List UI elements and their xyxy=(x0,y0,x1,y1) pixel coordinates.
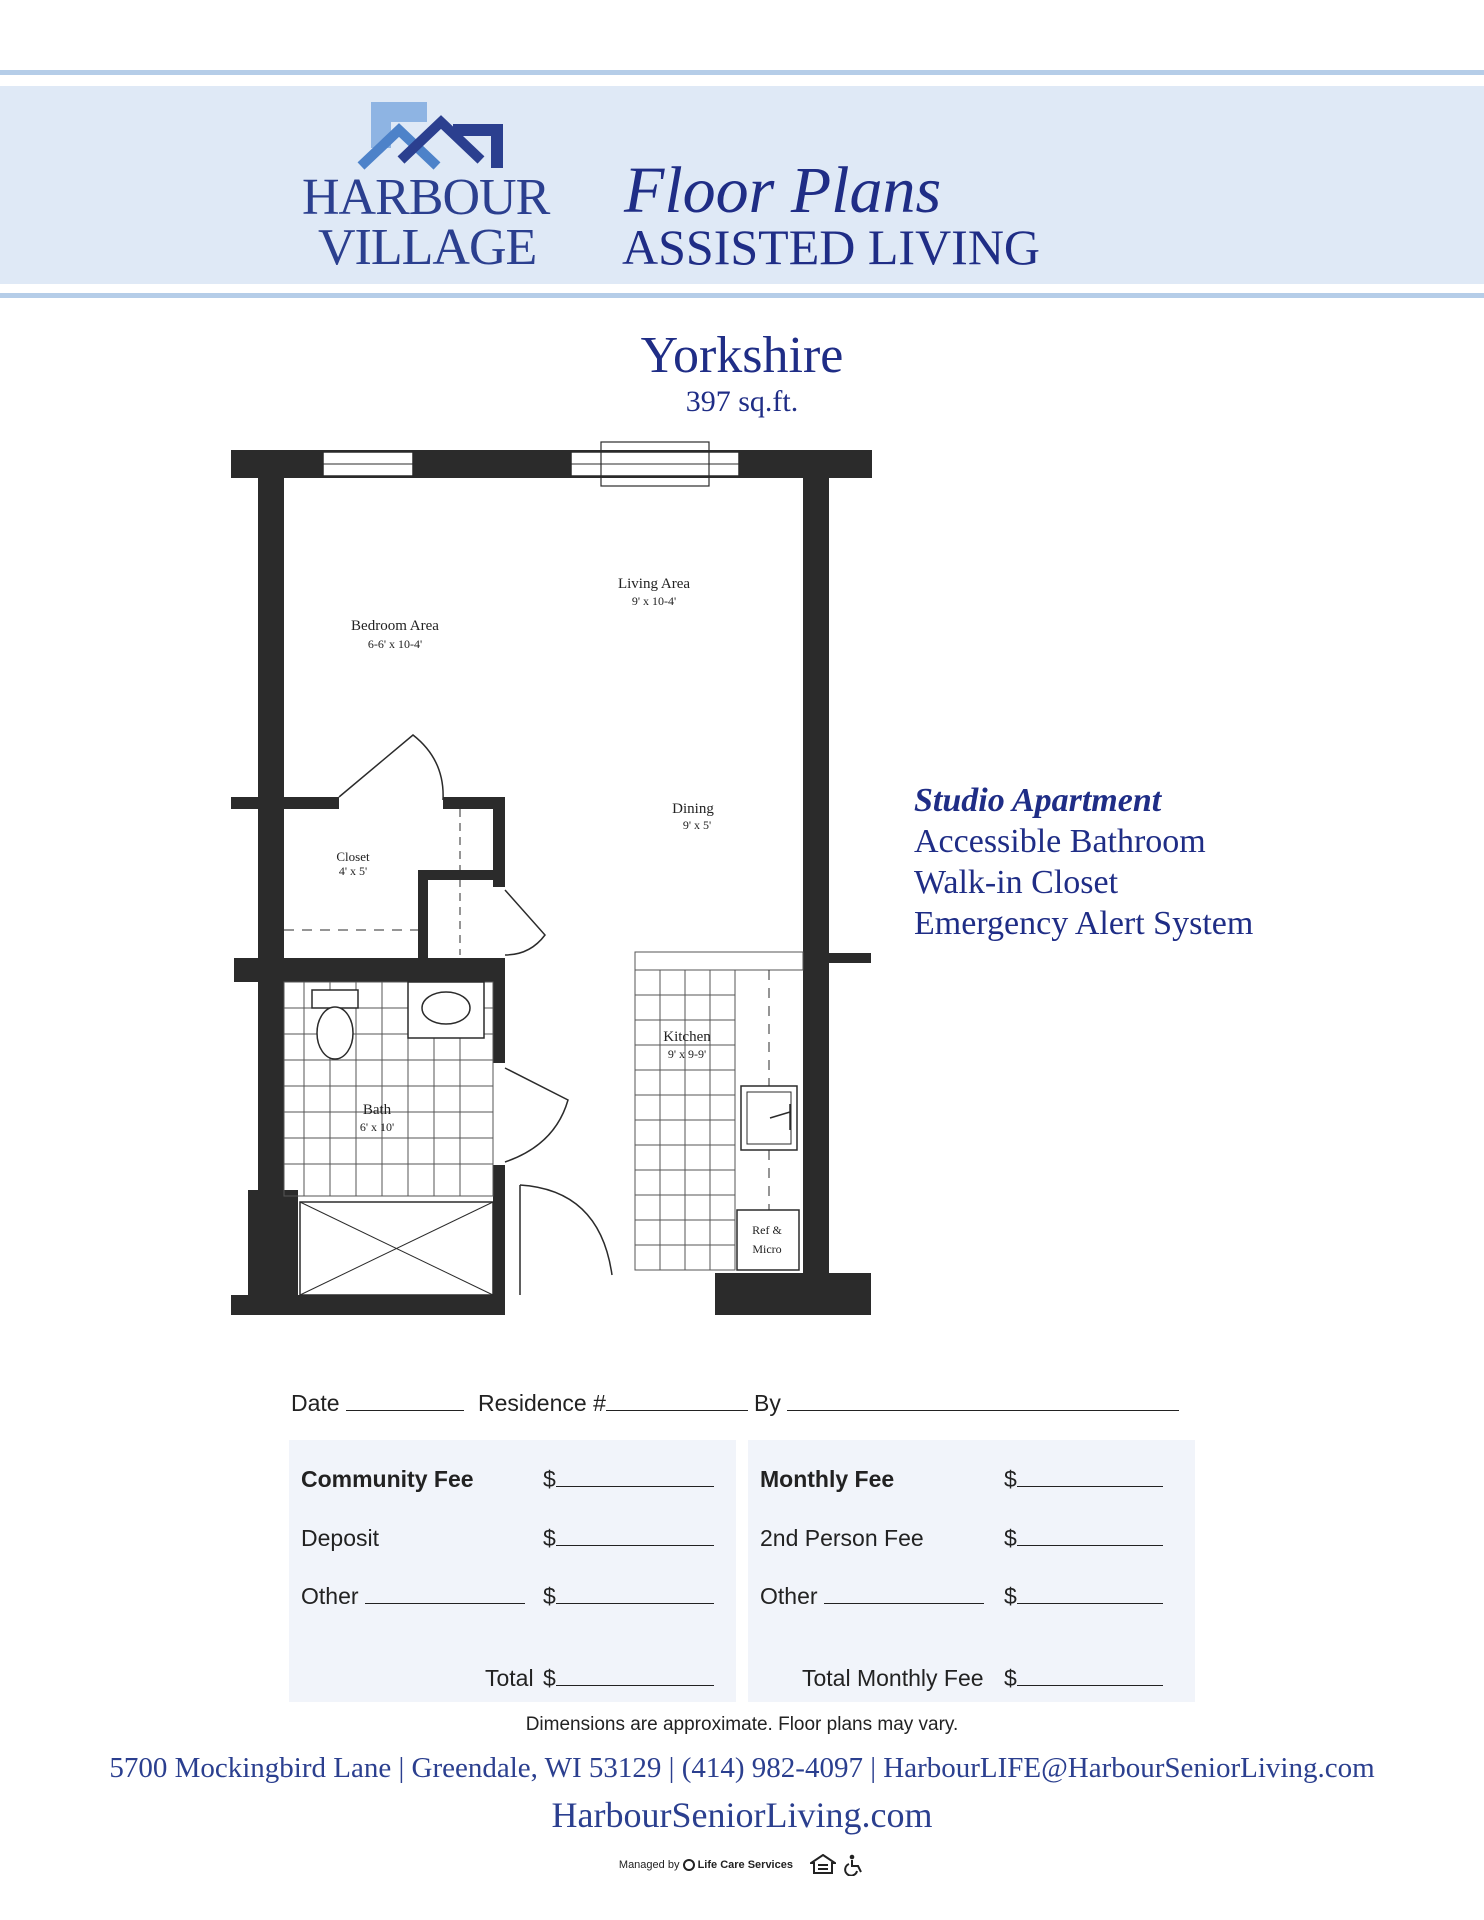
community-fee-label: Community Fee xyxy=(301,1466,474,1492)
second-person-fee-field[interactable]: $ xyxy=(1004,1525,1163,1552)
header-bottom-rule xyxy=(0,293,1484,298)
other-monthly-amount-field[interactable]: $ xyxy=(1004,1583,1163,1610)
feature-list xyxy=(914,780,1253,944)
residence-label: Residence # xyxy=(478,1390,606,1416)
room-dims-kitchen: 9' x 9-9' xyxy=(667,1047,707,1061)
wall-bottom-right xyxy=(715,1273,871,1315)
other-fee-amount-field[interactable]: $ xyxy=(543,1583,714,1610)
other-monthly-fee-label: Other xyxy=(760,1583,818,1609)
accessibility-icon xyxy=(843,1854,865,1876)
room-label-kitchen: Kitchen xyxy=(663,1029,711,1045)
total-label: Total xyxy=(485,1665,534,1691)
feature-item: Walk-in Closet xyxy=(914,864,1119,901)
wall-left xyxy=(258,450,284,1310)
logo-name-line1: HARBOUR xyxy=(302,169,550,226)
deposit-field[interactable]: $ xyxy=(543,1525,714,1552)
by-field[interactable] xyxy=(754,1390,1179,1417)
date-label: Date xyxy=(291,1390,340,1416)
room-label-bedroom: Bedroom Area xyxy=(351,618,439,634)
room-dims-living: 9' x 10-4' xyxy=(631,594,677,608)
contact-address[interactable]: 5700 Mockingbird Lane | Greendale, WI 53129 | (414) 982-4097 | HarbourLIFE@HarbourSeniorLiving.com xyxy=(109,1752,1375,1784)
room-dims-bath: 6' x 10' xyxy=(359,1120,395,1134)
other-fee-label: Other xyxy=(301,1583,359,1609)
manager-name: Life Care Services xyxy=(697,1859,793,1871)
monthly-fee-box xyxy=(748,1440,1195,1702)
by-label: By xyxy=(754,1390,781,1416)
residence-field[interactable] xyxy=(478,1390,748,1417)
disclaimer: Dimensions are approximate. Floor plans may vary. xyxy=(525,1714,959,1735)
residence-blank[interactable] xyxy=(606,1390,748,1411)
total-monthly-fee-label: Total Monthly Fee xyxy=(802,1665,984,1691)
unit-name: Yorkshire xyxy=(640,327,844,384)
managed-by-line xyxy=(0,1854,1484,1876)
room-dims-dining: 9' x 5' xyxy=(682,818,712,832)
total-monthly-fee-field[interactable]: $ xyxy=(1004,1665,1163,1692)
one-time-fee-box xyxy=(289,1440,736,1702)
deposit-label: Deposit xyxy=(301,1525,379,1551)
room-label-living: Living Area xyxy=(617,576,691,592)
unit-size: 397 sq.ft. xyxy=(685,385,799,418)
room-dims-closet: 4' x 5' xyxy=(338,864,368,878)
page-subtitle: ASSISTED LIVING xyxy=(622,219,1041,275)
page-title: Floor Plans xyxy=(624,154,942,227)
by-blank[interactable] xyxy=(787,1390,1179,1411)
monthly-fee-label: Monthly Fee xyxy=(760,1466,895,1492)
monthly-fee-field[interactable]: $ xyxy=(1004,1466,1163,1493)
feature-item: Emergency Alert System xyxy=(914,905,1254,942)
wall-right xyxy=(803,478,829,1273)
life-care-services-icon xyxy=(683,1859,695,1871)
total-field[interactable]: $ xyxy=(543,1665,714,1692)
managed-by-label: Managed by xyxy=(618,1859,680,1871)
equal-housing-icon xyxy=(810,1854,836,1876)
top-rule xyxy=(0,70,1484,75)
logo-name-line2: VILLAGE xyxy=(318,219,537,276)
appliance-label-2: Micro xyxy=(752,1242,782,1256)
room-dims-bedroom: 6-6' x 10-4' xyxy=(367,637,423,651)
harbour-village-logo-icon xyxy=(355,100,515,172)
website-link[interactable]: HarbourSeniorLiving.com xyxy=(551,1795,933,1835)
community-fee-field[interactable]: $ xyxy=(543,1466,714,1493)
room-label-bath: Bath xyxy=(362,1102,392,1118)
date-blank[interactable] xyxy=(346,1390,464,1411)
date-field[interactable] xyxy=(291,1390,464,1417)
feature-lead: Studio Apartment xyxy=(914,782,1162,819)
room-label-closet: Closet xyxy=(336,849,370,864)
feature-item: Accessible Bathroom xyxy=(914,823,1206,860)
other-fee-field[interactable] xyxy=(301,1583,525,1610)
other-monthly-fee-field[interactable] xyxy=(760,1583,984,1610)
room-label-dining: Dining xyxy=(672,801,714,817)
second-person-fee-label: 2nd Person Fee xyxy=(760,1525,924,1551)
floor-plan-diagram xyxy=(220,430,900,1330)
appliance-label-1: Ref & xyxy=(752,1223,782,1237)
